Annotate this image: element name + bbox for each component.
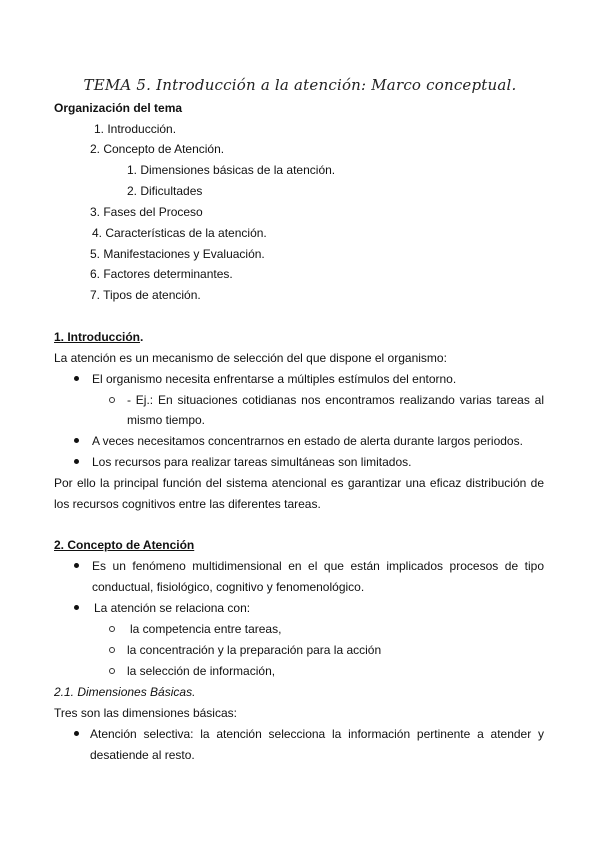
toc-item: 2. Concepto de Atención. <box>90 142 225 156</box>
toc-item: 5. Manifestaciones y Evaluación. <box>90 247 265 261</box>
concept-bullet-1-line-2: conductual, fisiológico, cognitivo y fenomenológico. <box>92 580 365 594</box>
toc-subitem: 1. Dimensiones básicas de la atención. <box>127 163 336 177</box>
bullet-icon <box>74 438 79 443</box>
intro-paragraph-line-2: los recursos cognitivos entre las diferentes tareas. <box>54 497 321 511</box>
toc-subitem: 2. Dificultades <box>127 184 203 198</box>
intro-lead: La atención es un mecanismo de selección del que dispone el organismo: <box>54 351 447 365</box>
concept-bullet-2: La atención se relaciona con: <box>94 601 251 615</box>
toc-item: 1. Introducción. <box>94 122 177 136</box>
intro-bullet-3: Los recursos para realizar tareas simultáneas son limitados. <box>92 455 412 469</box>
bullet-icon <box>74 376 79 381</box>
intro-heading: 1. Introducción <box>54 330 141 344</box>
toc-item: 4. Características de la atención. <box>92 226 267 240</box>
toc-item: 7. Tipos de atención. <box>90 288 201 302</box>
toc-item: 3. Fases del Proceso <box>90 205 203 219</box>
intro-heading-period: . <box>140 330 144 344</box>
intro-heading-wrap <box>54 330 143 345</box>
intro-sub-bullet-line-2: mismo tiempo. <box>127 413 206 427</box>
intro-bullet-2: A veces necesitamos concentrarnos en estado de alerta durante largos periodos. <box>92 434 523 448</box>
concept-sub-2: la concentración y la preparación para la acción <box>127 643 382 657</box>
dimension-1-line-1: Atención selectiva: la atención selecciona la información pertinente a atender y <box>90 727 544 741</box>
dimension-1-line-2: desatiende al resto. <box>90 748 195 762</box>
intro-bullet-1: El organismo necesita enfrentarse a múltiples estímulos del entorno. <box>92 372 457 386</box>
sub-bullet-icon <box>109 647 115 653</box>
dimensions-subheading: 2.1. Dimensiones Básicas. <box>54 685 196 699</box>
concept-bullet-1-line-1: Es un fenómeno multidimensional en el que están implicados procesos de tipo <box>92 559 544 573</box>
dimensions-lead: Tres son las dimensiones básicas: <box>54 706 237 720</box>
toc-item: 6. Factores determinantes. <box>90 267 233 281</box>
bullet-icon <box>74 731 79 736</box>
organization-heading: Organización del tema <box>54 101 183 115</box>
concept-heading: 2. Concepto de Atención <box>54 538 195 552</box>
bullet-icon <box>74 605 79 610</box>
sub-bullet-icon <box>109 626 115 632</box>
intro-paragraph-line-1: Por ello la principal función del sistema atencional es garantizar una eficaz distribución de <box>54 476 544 490</box>
concept-sub-3: la selección de información, <box>127 664 276 678</box>
sub-bullet-icon <box>109 668 115 674</box>
intro-sub-bullet-line-1: - Ej.: En situaciones cotidianas nos encontramos realizando varias tareas al <box>127 393 544 407</box>
sub-bullet-icon <box>109 397 115 403</box>
concept-sub-1: la competencia entre tareas, <box>130 622 282 636</box>
document-title: TEMA 5. Introducción a la atención: Marco conceptual. <box>83 76 517 94</box>
bullet-icon <box>74 459 79 464</box>
bullet-icon <box>74 563 79 568</box>
